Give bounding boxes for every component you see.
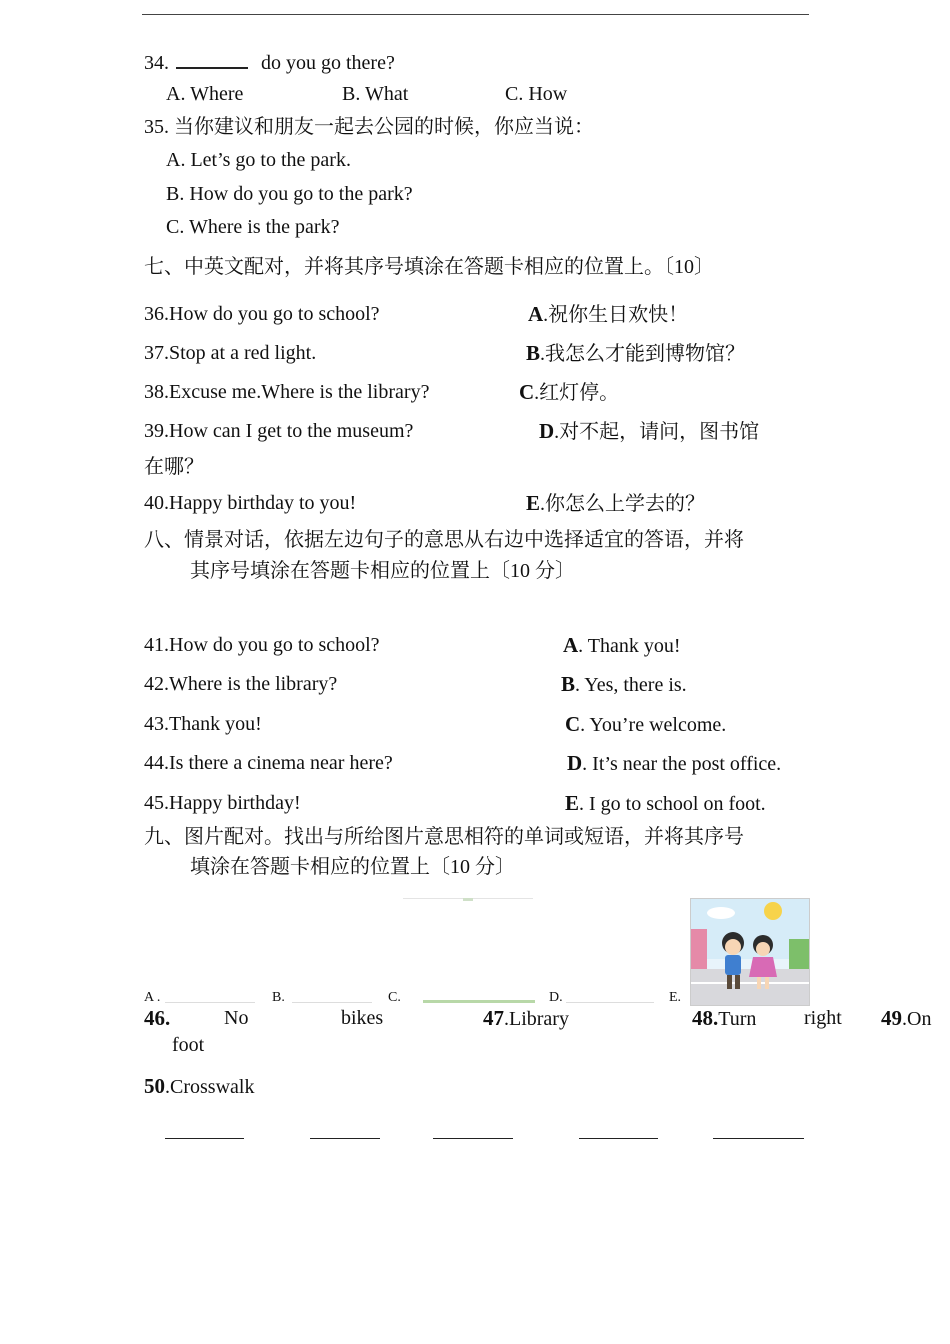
match-right-d-wrap: 在哪？ [144, 456, 204, 478]
question-text: do you go there? [261, 52, 395, 74]
picture-b [292, 1002, 372, 1003]
section-7-title: 七、中英文配对，并将其序号填涂在答题卡相应的位置上。〔10〕 [144, 256, 714, 278]
answer-49-foot: foot [172, 1034, 205, 1056]
answer-blank-2[interactable] [310, 1138, 380, 1139]
answer-blank-4[interactable] [579, 1138, 658, 1139]
dialog-left-41: 41.How do you go to school? [144, 634, 380, 656]
match-right-d: D.对不起，请问，图书馆 [539, 419, 760, 443]
dialog-right-d: D. It’s near the post office. [567, 751, 782, 775]
dialog-right-c: C. You’re welcome. [565, 712, 727, 736]
match-left-36: 36.How do you go to school? [144, 303, 380, 325]
match-left-40: 40.Happy birthday to you! [144, 492, 357, 514]
option-a: A. Let’s go to the park. [166, 149, 351, 171]
picture-e-children-walking [690, 898, 810, 1006]
match-left-39: 39.How can I get to the museum? [144, 420, 414, 442]
match-right-c: C.红灯停。 [519, 380, 620, 404]
match-right-b: B.我怎么才能到博物馆？ [526, 341, 746, 365]
match-right-e: E.你怎么上学去的？ [526, 491, 706, 515]
picture-caption-c: C. [388, 990, 401, 1005]
answer-48-word-right: right [804, 1007, 842, 1029]
question-35: 35. 当你建议和朋友一起去公园的时候，你应当说： [144, 116, 594, 138]
picture-caption-a: A . [144, 990, 161, 1005]
option-b: B. What [342, 83, 409, 105]
dialog-left-42: 42.Where is the library? [144, 673, 338, 695]
answer-48: 48.Turn [692, 1006, 757, 1030]
picture-caption-e: E. [669, 990, 682, 1005]
section-8-title-cont: 其序号填涂在答题卡相应的位置上〔10 分〕 [190, 560, 575, 582]
answer-46-word-no: No [224, 1007, 249, 1029]
dialog-left-44: 44.Is there a cinema near here? [144, 752, 393, 774]
dialog-right-e: E. I go to school on foot. [565, 791, 766, 815]
picture-d [566, 1002, 654, 1003]
answer-blank [176, 49, 248, 69]
match-left-38: 38.Excuse me.Where is the library? [144, 381, 430, 403]
answer-blank-5[interactable] [713, 1138, 804, 1139]
option-b: B. How do you go to the park? [166, 183, 413, 205]
question-34 [144, 49, 395, 75]
answer-blank-3[interactable] [433, 1138, 513, 1139]
answer-blank-1[interactable] [165, 1138, 244, 1139]
dialog-left-45: 45.Happy birthday! [144, 792, 301, 814]
answer-50: 50.Crosswalk [144, 1074, 255, 1098]
option-c: C. Where is the park? [166, 216, 340, 238]
answer-49: 49.On [881, 1006, 932, 1030]
dialog-left-43: 43.Thank you! [144, 713, 262, 735]
answer-47: 47.Library [483, 1006, 569, 1030]
option-a: A. Where [166, 83, 244, 105]
answer-46-word-bikes: bikes [341, 1007, 384, 1029]
option-c: C. How [505, 83, 568, 105]
picture-c [403, 898, 535, 1004]
answer-46: 46. [144, 1006, 171, 1030]
section-9-title: 九、图片配对。找出与所给图片意思相符的单词或短语，并将其序号 [144, 826, 744, 848]
question-number: 34. [144, 52, 169, 74]
dialog-right-a: A. Thank you! [563, 633, 681, 657]
picture-caption-d: D. [549, 990, 563, 1005]
picture-caption-b: B. [272, 990, 285, 1005]
dialog-right-b: B. Yes, there is. [561, 672, 687, 696]
match-right-a: A.祝你生日欢快！ [528, 302, 689, 326]
section-9-title-cont: 填涂在答题卡相应的位置上〔10 分〕 [190, 856, 515, 878]
picture-a [165, 1002, 255, 1003]
section-8-title: 八、情景对话，依据左边句子的意思从右边中选择适宜的答语，并将 [144, 529, 744, 551]
top-rule [142, 14, 809, 15]
match-left-37: 37.Stop at a red light. [144, 342, 317, 364]
